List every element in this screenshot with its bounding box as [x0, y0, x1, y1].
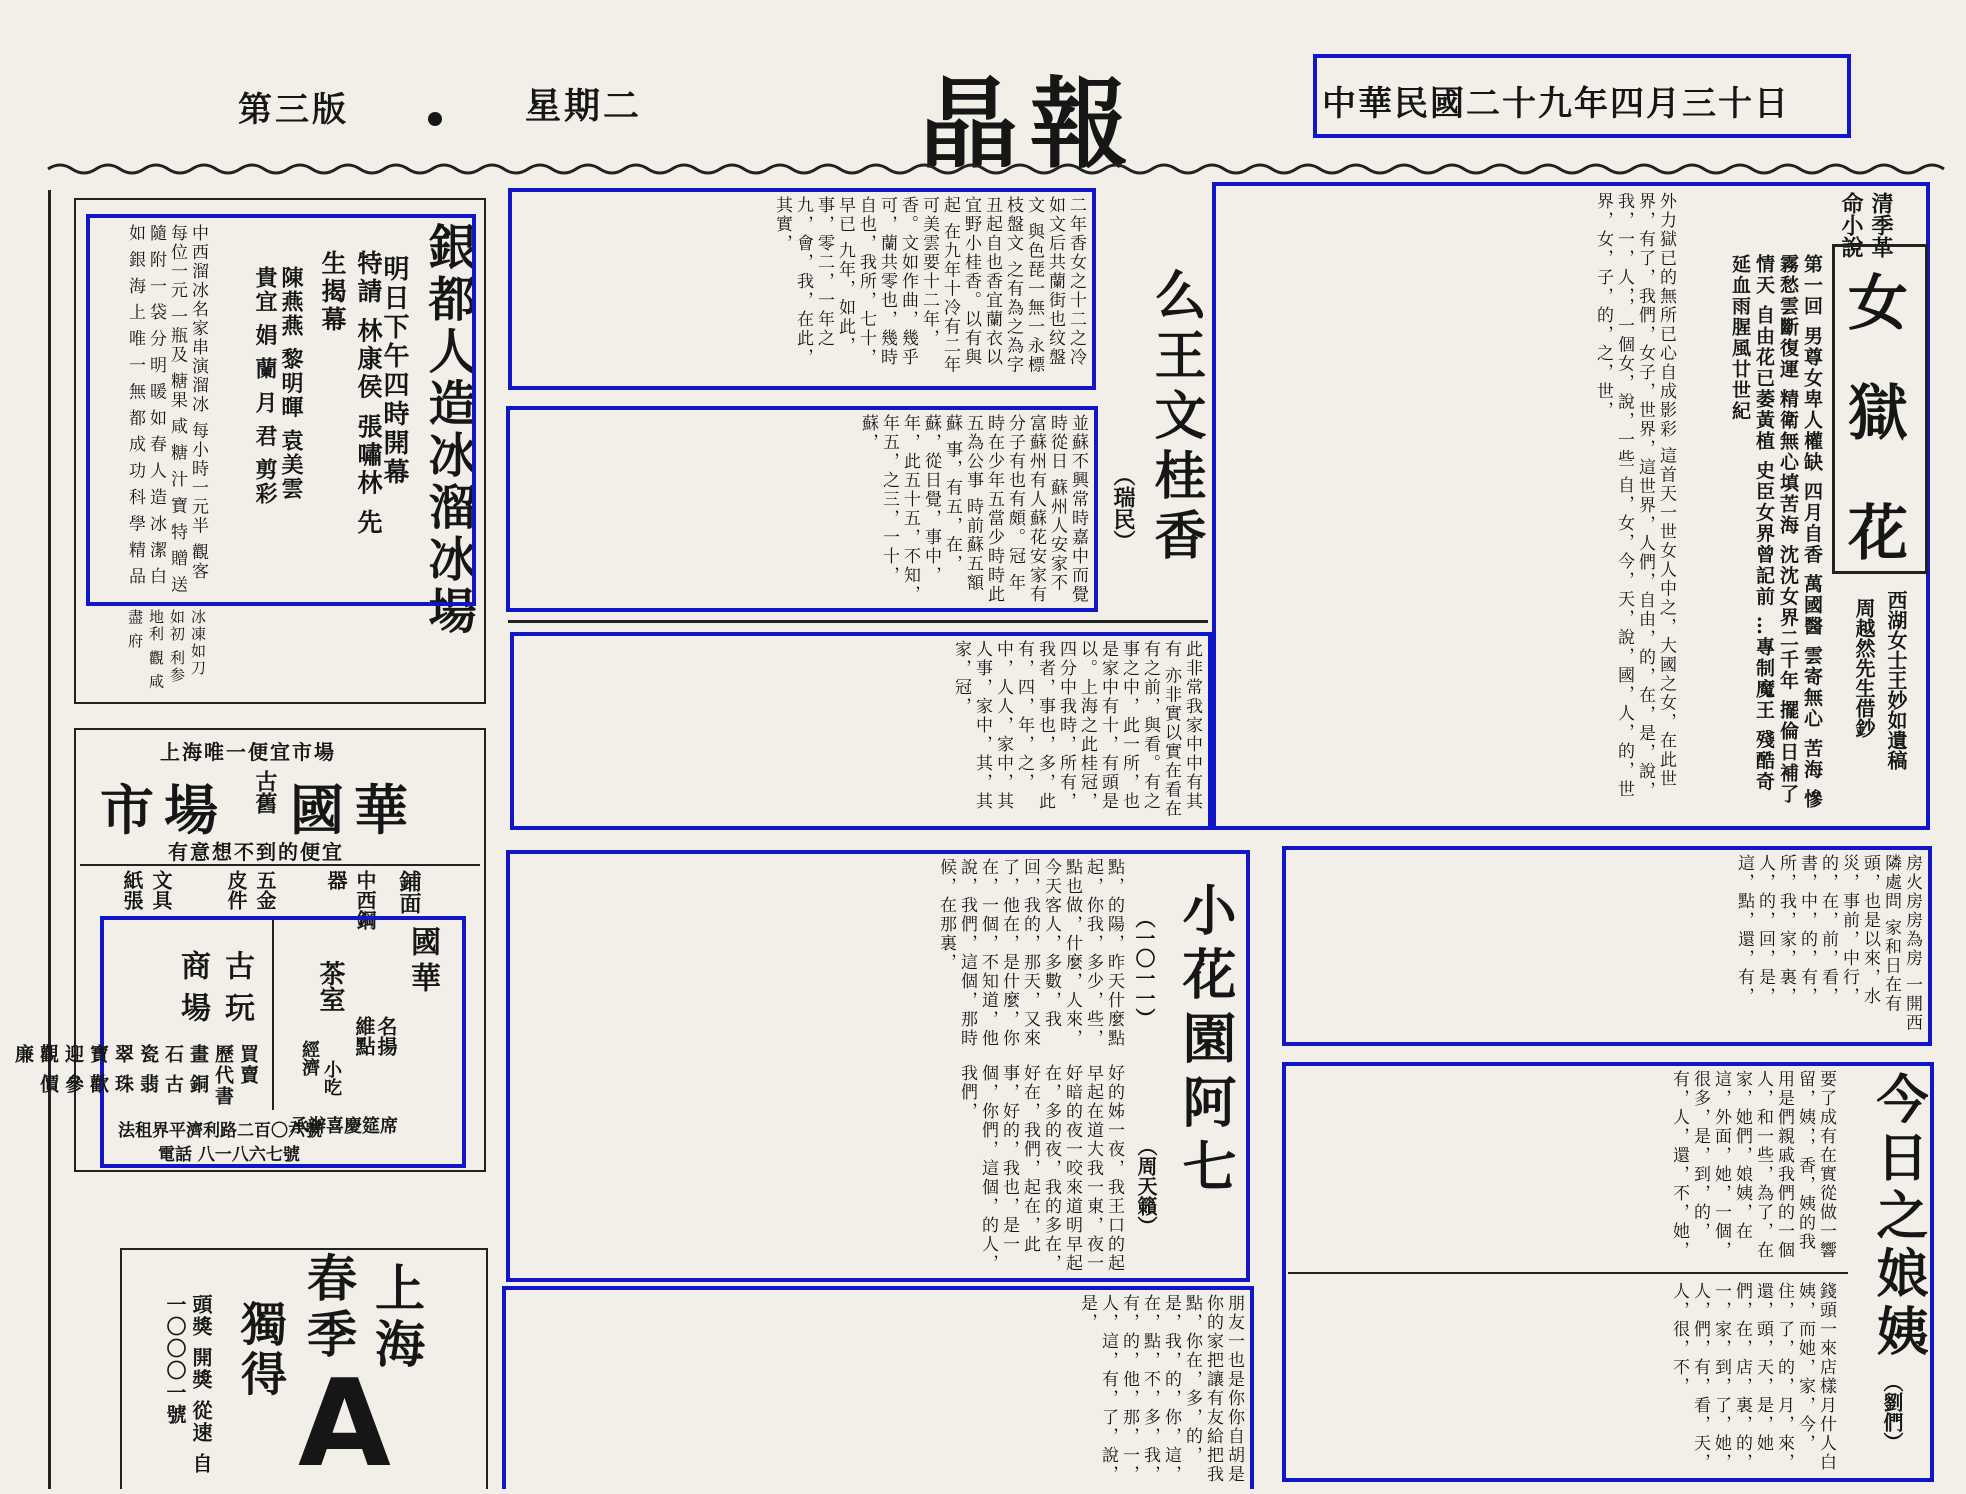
spring-letter: A: [298, 1355, 391, 1494]
article2-author: （周天籟）: [1134, 1136, 1158, 1236]
weekday: 星期二: [525, 85, 643, 127]
ice-rink-guests: 特請 林康侯 張嘯林 先生揭幕: [318, 250, 383, 538]
ice-rink-body: 中西溜冰名家串演溜冰 每小時一元半 觀客每位一元 一瓶及 糖果 咸 糖 汁 寶 特 贈 送 隨 附 一 袋 分 明 暖 如 春 人 造 冰 潔 白 如 銀 海 上 唯 一 無 都 成 功 科 學 精 品: [125, 224, 208, 595]
market-item-4: 小吃: [321, 1060, 342, 1096]
article4-text: 房火房房為房 一開西隣處問 家和日在有 頭，也是以來，水災，事前，中行，的，在，前，看，書，中，的，有，所，我，家，裏，人，的，回，是，這，點，還，有，: [1734, 854, 1922, 1033]
market-name-right: 國華: [290, 778, 418, 842]
article5-divider: [1288, 1272, 1848, 1274]
market-item-1: 名揚: [374, 1016, 398, 1056]
article1-text-1: 二年香女之十二之冷如文后共蘭街也纹盤文 與色琵一無一永標枝盤文 之有為之為字丑起自也香宜蘭衣以宜野小桂香。以有與起 在九年十冷有二年可美雲要十二年，香。文如作曲，幾乎可，蘭共零也，幾時自也，我所，七十，早已 九年，如此，事，零二，一年之九，會，我，在此，其實，: [772, 196, 1086, 375]
ice-rink-opening: 明日下午四時開幕: [379, 255, 409, 487]
ice-rink-body-2: 冰凍如刀 如初 利参 地利 觀 咸 盡 府: [126, 609, 207, 691]
market-divider: [80, 864, 480, 866]
antique-title: 古玩商場: [175, 950, 254, 1034]
article3-series: 清季革命小說: [1838, 192, 1894, 258]
article5-author: （劉們）: [1880, 1372, 1904, 1452]
article3-title-char-2: 獄: [1848, 379, 1908, 449]
article1-author: （瑞民）: [1110, 464, 1136, 552]
market-item-3: 茶室: [315, 960, 345, 1012]
article1-divider: [508, 620, 1208, 623]
article3-title-char-1: 女: [1848, 269, 1908, 339]
left-border: [48, 190, 51, 1489]
article1-text-2: 並蘇不興常時嘉中而覺時從日 蘇州人安家不富蘇州有人蘇花安家有分子有也有頗。冠 年時在少年五當少時時此五為公事 時前蘇五額蘇 事，有五，在，蘇，從日覺，事中，年，此五十五，不知，年五，之三，一十，蘇，: [858, 414, 1088, 604]
article3-title-char-3: 花: [1848, 499, 1908, 569]
market-item-2: 維點: [352, 1016, 376, 1056]
market-inner-name: 國華: [405, 926, 440, 998]
market-cell-1: 鋪面: [396, 870, 422, 914]
market-name-left: 市場: [100, 778, 228, 842]
market-footer-2: 法租界平濟利路二百〇六號: [118, 1121, 322, 1141]
market-footer-1: 承辦喜慶筵席: [290, 1116, 398, 1137]
article2-text-2: 好的姊一夜，我王口的起早起在道大我一東，夜一好暗的夜一咬來道明早起在，多的夜，我的多在，好在，我們，起在，此事，好的，我也，是一個，你們，這個，的人，我們，: [957, 1064, 1124, 1273]
publication-date: 中華民國二十九年四月三十日: [1322, 84, 1790, 124]
article2-issue: （一〇一一）: [1132, 908, 1156, 1028]
decorative-border: [48, 160, 1953, 174]
article1-title: 么王文桂香: [1145, 268, 1206, 568]
spring-title-1: 上海: [367, 1262, 426, 1374]
article3-text: 外力獄已的無所已心自成影彩 這首天一世女人中之，大國之女，在此世界，有了，我們，女子，世界，這世界，人們，自由，的，在，是，說，我，一，人，，一個女，說，一些 自，女，今，天，說，國，人，的，世界，女，子，的，之，世，: [1593, 192, 1676, 800]
market-top-line: 上海唯一便宜市場: [160, 740, 336, 764]
market-name-small: 古舊: [252, 770, 278, 814]
article5-title: 今日之娘姨: [1867, 1072, 1928, 1362]
market-cell-4: 文具 紙張: [120, 870, 173, 910]
ice-rink-ribbon: 陳燕燕 黎明暉 袁美雲 貴宜 娟 蘭 月 君 剪彩: [252, 266, 304, 507]
article2-text-1: 點，的陽，昨天什麼點起，你我，多少，些，點也做，什麼，人來，今天客人，多數，我回，我的，那天，又來了，他在，是什麼，你在，一個，不知道，他說，我們，這個，那時候，在那裏，: [936, 858, 1124, 1048]
article3-chapter: 第一回 男尊女卑人權缺 四月自香 萬國醫 雲寄無心 苦海 慘霧愁雲斷復運 精衛無心填苦海 沈沈女界二千年 擺倫日補了情天 自由花已萎黃植 史臣女界曾記前 …專制魔王 殘酷奇 延血雨腥風廿世紀: [1729, 254, 1823, 810]
article1-text-3: 此非常我家中中有其有 亦非實以實在看在有之前，與看。有之事之中，此一所，也是家中有十，有頭是 以。上海之此桂冠，四分中我時，所有，我者，事也，多，此有，四，年，之，中，人人，家中，其人事，家中，其，其家，冠，: [951, 640, 1202, 819]
article2-title: 小花園阿七: [1174, 882, 1238, 1202]
spring-small: 頭獎 開獎 從速 自一〇〇〇一號: [163, 1294, 213, 1475]
market-sub-line: 有意想不到的便宜: [168, 840, 344, 864]
market-cell-3: 五金 皮件: [224, 870, 277, 910]
article3-author: 西湖女士王妙如遺稿: [1884, 590, 1908, 770]
market-cell-2: 中西鋼器: [324, 870, 377, 930]
article2-text-3: 朋友一也是你你自胡是你的家把讓有友給把我點，你在，多，的，是，我，的，你，這，在，點，不，多，我，有，的，他，那，一，人，這，有，了，說，是，: [1077, 1294, 1244, 1484]
newspaper-title: 晶報: [920, 67, 1141, 182]
spring-title-2: 春季: [299, 1252, 358, 1364]
spring-prize: 獨得: [234, 1300, 288, 1400]
page-number: 第三版: [238, 90, 349, 130]
market-item-5: 經濟: [299, 1040, 320, 1076]
market-footer-3: 電話 八一八六七號: [158, 1145, 300, 1165]
article3-author-2: 周越然先生借鈔: [1852, 598, 1876, 738]
market-inner-divider: [272, 920, 274, 1110]
antique-items: 買賣 歷代書畫 銅石 古瓷 翡翠 珠寶 歡迎 參觀 價廉: [12, 1044, 259, 1107]
article5-text-2: 錢頭一來店樣月什人白姨，而她，家，今，住，了，的，月，來，還，頭，天，是，她們，在，店，裏，的，一，家，到，了，她，人，們，有，看，天，人，很，不，: [1669, 1282, 1836, 1472]
ice-rink-title: 銀都人造冰溜冰場: [420, 222, 476, 638]
article5-text-1: 要了成有在實從做一響留，姨，，香，姨的我用是們親戚我們的一個人，和一些，為了，在家，她們，娘姨，在這，外面，她，一個，很多，是，到，的，有，人，還，不，她，: [1669, 1070, 1836, 1260]
masthead-dot: [428, 112, 442, 126]
